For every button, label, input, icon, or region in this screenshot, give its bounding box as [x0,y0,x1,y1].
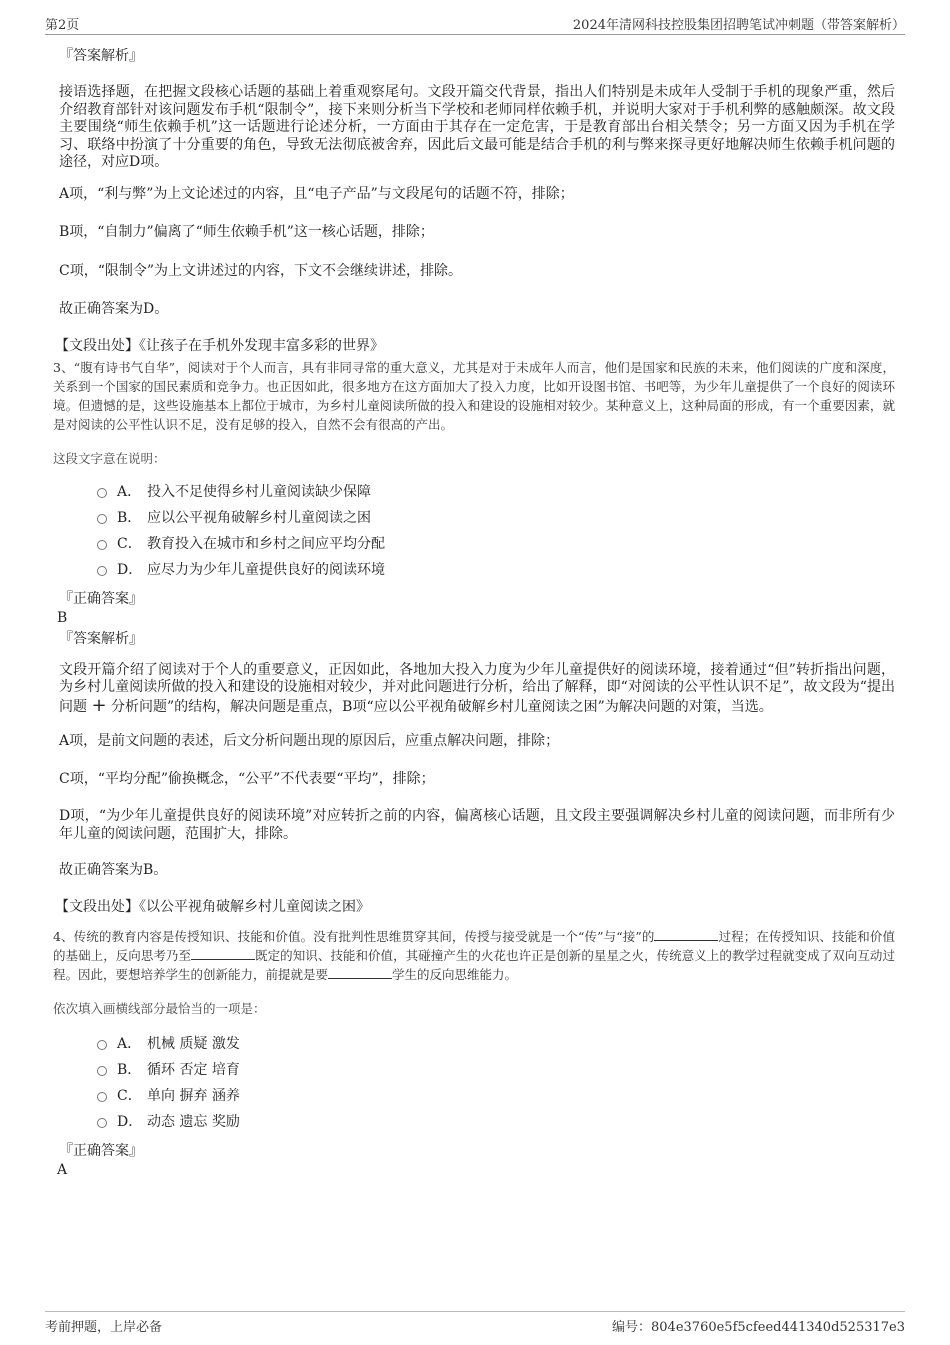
analysis-tag: 『答案解析』 [59,630,143,647]
radio-icon[interactable] [97,488,107,498]
page-number: 第2页 [45,18,80,33]
analysis-note-b: B项，“自制力”偏离了“师生依赖手机”这一核心话题，排除； [59,224,434,240]
page-content [55,43,895,1179]
correct-answer: A [57,1161,68,1178]
analysis-conclusion: 故正确答案为B。 [59,862,168,878]
analysis-tag: 『答案解析』 [59,48,143,64]
option-c[interactable]: C． 单向 摒弃 涵养 [97,1083,895,1109]
radio-icon[interactable] [97,514,107,524]
analysis-text: 文段开篇介绍了阅读对于个人的重要意义，正因如此，各地加大投入力度为少年儿童提供好的阅读环境，接着通过“但”转折指出问题，为乡村儿童阅读所做的投入和建设的设施相对较少，并对此问题进行分析，给出了解释，即“对阅读的公平性认识不足”，故文段为“提出问题 + 分析问题”的结构，解决问题是重点，B项“应以公平视角破解乡村儿童阅读之困”为解决问题的对策，当选。 [59,661,895,716]
option-a[interactable]: A． 机械 质疑 激发 [97,1031,895,1057]
document-serial: 编号：804e3760e5f5cfeed441340d525317e3 [612,1320,905,1335]
analysis-note-a: A项，“利与弊”为上文论述过的内容，且“电子产品”与文段尾句的话题不符，排除； [59,185,574,202]
radio-icon[interactable] [97,1118,107,1128]
option-c[interactable]: C． 教育投入在城市和乡村之间应平均分配 [97,531,895,557]
analysis-note-a: A项，是前文问题的表述，后文分析问题出现的原因后，应重点解决问题，排除； [59,733,560,749]
fill-blank-2 [191,947,255,960]
fill-blank-3 [328,966,392,979]
option-d[interactable]: D． 应尽力为少年儿童提供良好的阅读环境 [97,557,895,583]
radio-icon[interactable] [97,540,107,550]
correct-answer-tag: 『正确答案』 [59,1142,143,1159]
analysis-note-c: C项，“限制令”为上文讲述过的内容，下文不会继续讲述，排除。 [59,262,463,279]
question-4-options [97,1031,895,1135]
page-footer [45,1311,905,1336]
question-3-options [97,479,895,583]
radio-icon[interactable] [97,1092,107,1102]
radio-icon[interactable] [97,1066,107,1076]
correct-answer-tag: 『正确答案』 [59,590,143,607]
fill-blank-1 [654,928,718,941]
radio-icon[interactable] [97,1040,107,1050]
analysis-text: 接语选择题，在把握文段核心话题的基础上着重观察尾句。文段开篇交代背景，指出人们特别是未成年人受制于手机的现象严重，然后介绍教育部针对该问题发布手机“限制令”，接下来则分析当下学校和老师同样依赖手机，并说明大家对于手机利弊的感触颇深。故文段主要围绕“师生依赖手机”这一话题进行论述分析，一方面由于其存在一定危害，于是教育部出台相关禁令；另一方面又因为手机在学习、联络中扮演了十分重要的角色，导致无法彻底被舍弃，因此后文最可能是结合手机的利与弊来探寻更好地解决师生依赖手机问题的途径，对应D项。 [59,84,895,170]
document-title: 2024年清网科技控股集团招聘笔试冲刺题（带答案解析） [572,18,905,33]
question-4-text: 4、传统的教育内容是传授知识、技能和价值。没有批判性思维贯穿其间，传授与接受就是一个“传”与“接”的 过程；在传授知识、技能和价值的基础上，反向思考乃至 既定的知识、技能和价值，其碰撞产生的火花也许正是创新的星星之火，传统意义上的教学过程就变成了双向互动过程。因此，要想培养学生的创新能力，前提就是要 学生的反向思维能力。 [53,928,895,982]
question-3-text: 3、“腹有诗书气自华”，阅读对于个人而言，具有非同寻常的重大意义，尤其是对于未成年人而言，他们是国家和民族的未来，他们阅读的广度和深度，关系到一个国家的国民素质和竞争力。也正因如此，很多地方在这方面加大了投入力度，比如开设图书馆、书吧等，为少年儿童提供了一个良好的阅读环境。但遗憾的是，这些设施基本上都位于城市，为乡村儿童阅读所做的投入和建设的设施相对较少。某种意义上，这种局面的形成，有一个重要因素，就是对阅读的公平性认识不足，没有足够的投入，自然不会有很高的产出。 [53,359,895,432]
option-b[interactable]: B． 应以公平视角破解乡村儿童阅读之困 [97,505,895,531]
passage-source: 【文段出处】《以公平视角破解乡村儿童阅读之困》 [55,898,370,915]
analysis-note-c: C项，“平均分配”偷换概念，“公平”不代表要“平均”，排除； [59,770,435,787]
page-header [45,12,905,35]
footer-slogan: 考前押题，上岸必备 [45,1320,163,1335]
correct-answer: B [57,609,68,626]
question-4-prompt: 依次填入画横线部分最恰当的一项是： [53,1000,266,1016]
analysis-note-d: D项，“为少年儿童提供良好的阅读环境”对应转折之前的内容，偏离核心话题，且文段主要强调解决乡村儿童的阅读问题，而非所有少年儿童的阅读问题，范围扩大，排除。 [59,808,895,842]
option-a[interactable]: A． 投入不足使得乡村儿童阅读缺少保障 [97,479,895,505]
plus-symbol: + [91,694,107,716]
question-3-prompt: 这段文字意在说明： [53,450,166,466]
passage-source: 【文段出处】《让孩子在手机外发现丰富多彩的世界》 [55,337,384,354]
option-b[interactable]: B． 循环 否定 培育 [97,1057,895,1083]
option-d[interactable]: D． 动态 遗忘 奖励 [97,1109,895,1135]
analysis-conclusion: 故正确答案为D。 [59,301,169,317]
radio-icon[interactable] [97,566,107,576]
